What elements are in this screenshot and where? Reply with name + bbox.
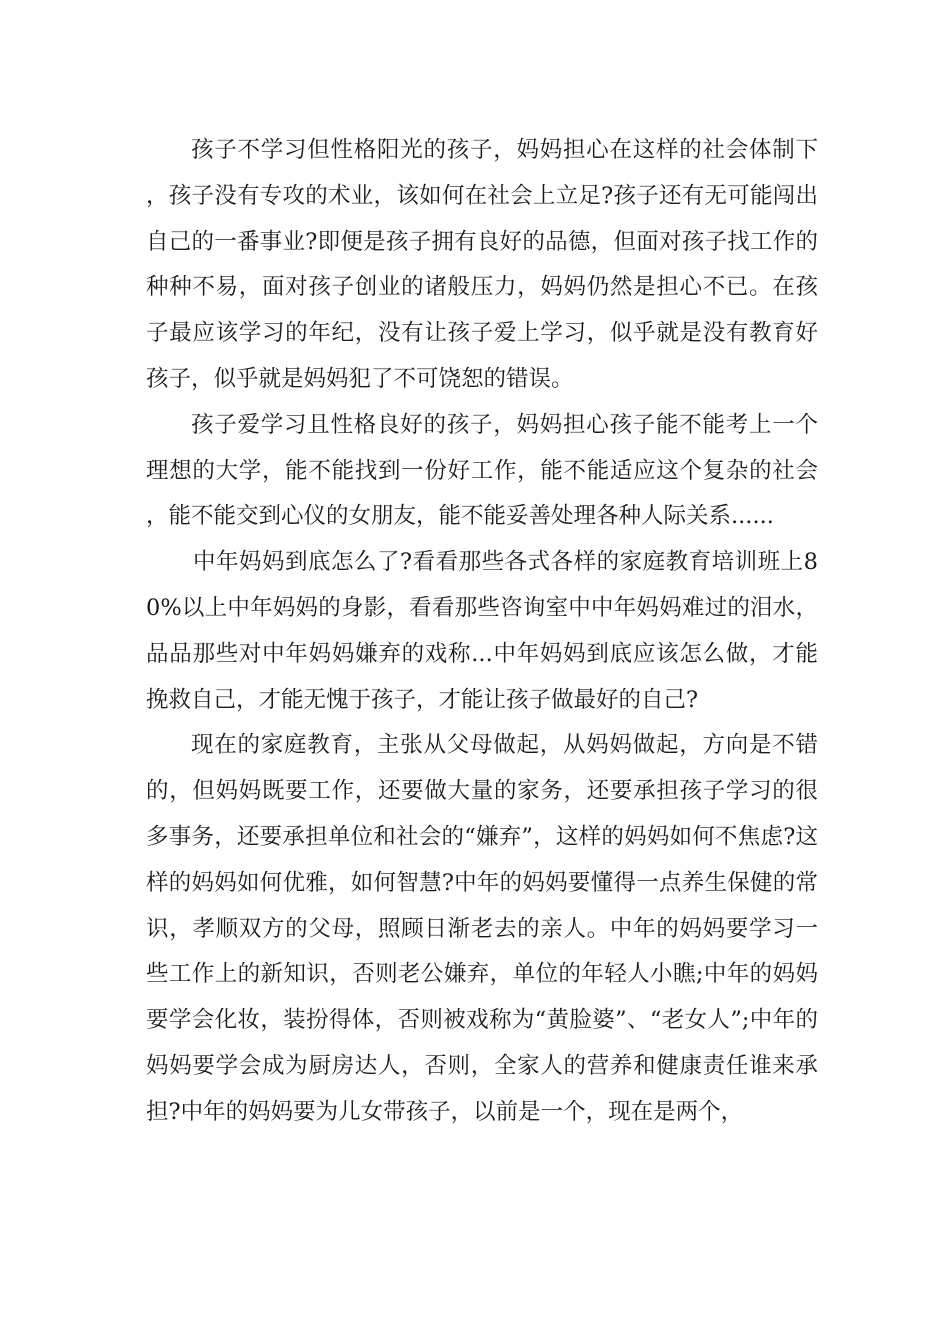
paragraph-2: 孩子爱学习且性格良好的孩子，妈妈担心孩子能不能考上一个理想的大学，能不能找到一份好工作，能不能适应这个复杂的社会，能不能交到心仪的女朋友，能不能妥善处理各种人际关系...... xyxy=(146,411,818,530)
paragraph-3: 中年妈妈到底怎么了?看看那些各式各样的家庭教育培训班上80%以上中年妈妈的身影，看看那些咨询室中中年妈妈难过的泪水，品品那些对中年妈妈嫌弃的戏称...中年妈妈到底应该怎么做，才能挽救自己，才能无愧于孩子，才能让孩子做最好的自己? xyxy=(146,549,818,713)
document-body xyxy=(146,128,818,1136)
paragraph-1: 孩子不学习但性格阳光的孩子，妈妈担心在这样的社会体制下，孩子没有专攻的术业，该如何在社会上立足?孩子还有无可能闯出自己的一番事业?即便是孩子拥有良好的品德，但面对孩子找工作的种种不易，面对孩子创业的诸般压力，妈妈仍然是担心不已。在孩子最应该学习的年纪，没有让孩子爱上学习，似乎就是没有教育好孩子，似乎就是妈妈犯了不可饶恕的错误。 xyxy=(146,137,818,392)
paragraph-4: 现在的家庭教育，主张从父母做起，从妈妈做起，方向是不错的，但妈妈既要工作，还要做大量的家务，还要承担孩子学习的很多事务，还要承担单位和社会的“嫌弃”，这样的妈妈如何不焦虑?这样的妈妈如何优雅，如何智慧?中年的妈妈要懂得一点养生保健的常识，孝顺双方的父母，照顾日渐老去的亲人。中年的妈妈要学习一些工作上的新知识，否则老公嫌弃，单位的年轻人小瞧;中年的妈妈要学会化妆，装扮得体，否则被戏称为“黄脸婆”、“老女人”;中年的妈妈要学会成为厨房达人，否则，全家人的营养和健康责任谁来承担?中年的妈妈要为儿女带孩子，以前是一个，现在是两个， xyxy=(146,732,818,1125)
